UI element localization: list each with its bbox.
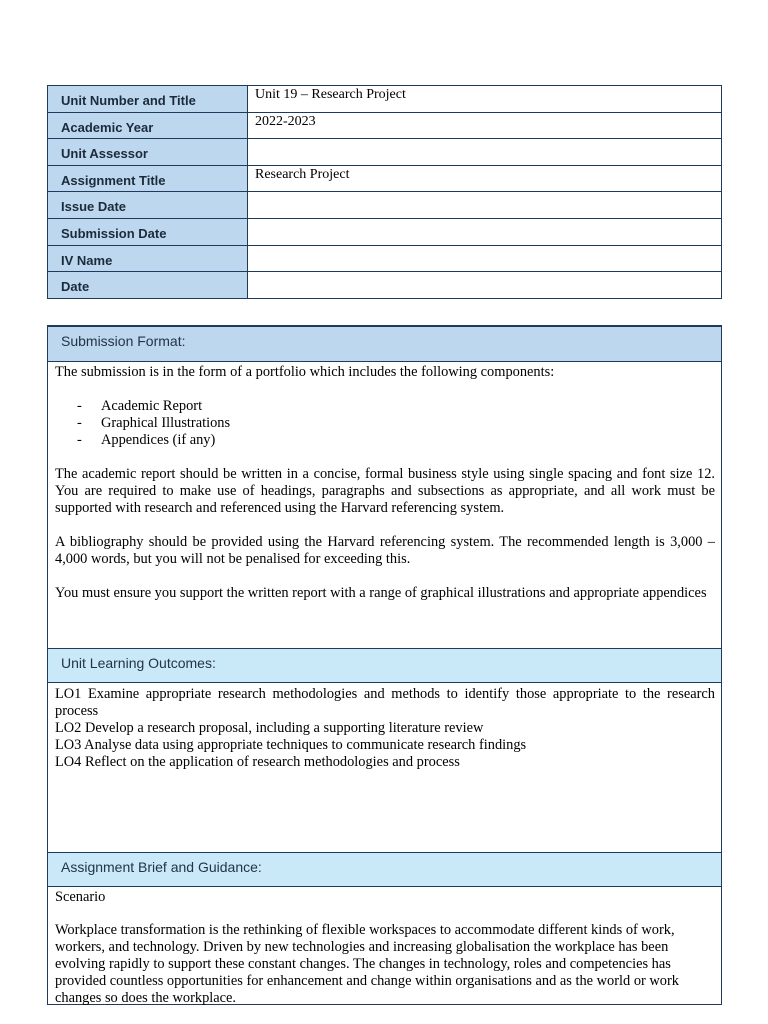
- row-label: Assignment Title: [48, 165, 248, 192]
- table-row: [48, 112, 722, 139]
- learning-outcomes-section: [55, 686, 715, 771]
- row-value: [248, 272, 722, 299]
- list-item: LO3 Analyse data using appropriate techniques to communicate research findings: [55, 737, 527, 753]
- row-value: [248, 139, 722, 166]
- scenario-paragraph: Workplace transformation is the rethinking of flexible workspaces to accommodate different kinds of work, workers, and technology. Driven by new technologies and increasing globalisation the workplace has been evolving rapidly to support these constant changes. The changes in technology, roles and competencies has provided countless opportunities for enhancement and change within organisations and as the world or work changes so does the workplace.: [55, 922, 679, 1006]
- table-row: [48, 86, 722, 113]
- assignment-brief-section: [55, 889, 715, 1007]
- format-intro: The submission is in the form of a portfolio which includes the following components:: [55, 364, 555, 380]
- row-label: IV Name: [48, 245, 248, 272]
- component-label: Appendices (if any): [101, 432, 216, 448]
- unit-info-table: [47, 85, 722, 299]
- list-item: LO1 Examine appropriate research methodologies and methods to identify those appropriate to the research process: [55, 686, 715, 719]
- bibliography-paragraph: A bibliography should be provided using the Harvard referencing system. The recommended length is 3,000 – 4,000 words, but you will not be penalised for exceeding this.: [55, 534, 715, 567]
- bullet-dash: -: [77, 432, 82, 448]
- learning-outcomes-heading: Unit Learning Outcomes:: [48, 648, 721, 683]
- components-list: [55, 398, 715, 449]
- list-item: LO2 Develop a research proposal, including a supporting literature review: [55, 720, 484, 736]
- row-value: Research Project: [248, 165, 722, 192]
- row-label: Issue Date: [48, 192, 248, 219]
- support-paragraph: You must ensure you support the written report with a range of graphical illustrations and appropriate appendices: [55, 585, 707, 601]
- row-value: [248, 218, 722, 245]
- component-label: Graphical Illustrations: [101, 415, 231, 431]
- list-item: [55, 415, 715, 432]
- assignment-brief-heading: Assignment Brief and Guidance:: [48, 852, 721, 887]
- table-row: [48, 272, 722, 299]
- row-value: Unit 19 – Research Project: [248, 86, 722, 113]
- scenario-label: Scenario: [55, 889, 106, 905]
- submission-format-heading: Submission Format:: [48, 327, 721, 362]
- row-value: [248, 245, 722, 272]
- row-label: Academic Year: [48, 112, 248, 139]
- row-label: Date: [48, 272, 248, 299]
- row-value: [248, 192, 722, 219]
- component-label: Academic Report: [101, 398, 203, 414]
- report-paragraph: The academic report should be written in a concise, formal business style using single spacing and font size 12. You are required to make use of headings, paragraphs and subsections as appropriate, and all work must be supported with research and referenced using the Harvard referencing system.: [55, 466, 715, 516]
- list-item: LO4 Reflect on the application of research methodologies and process: [55, 754, 460, 770]
- row-label: Submission Date: [48, 218, 248, 245]
- table-row: [48, 165, 722, 192]
- row-label: Unit Number and Title: [48, 86, 248, 113]
- list-item: [55, 432, 715, 449]
- table-row: [48, 245, 722, 272]
- table-row: [48, 192, 722, 219]
- row-value: 2022-2023: [248, 112, 722, 139]
- table-row: [48, 139, 722, 166]
- bullet-dash: -: [77, 415, 82, 431]
- row-label: Unit Assessor: [48, 139, 248, 166]
- list-item: [55, 398, 715, 415]
- submission-format-section: [55, 364, 715, 602]
- assignment-brief-box: [47, 325, 722, 1005]
- table-row: [48, 218, 722, 245]
- bullet-dash: -: [77, 398, 82, 414]
